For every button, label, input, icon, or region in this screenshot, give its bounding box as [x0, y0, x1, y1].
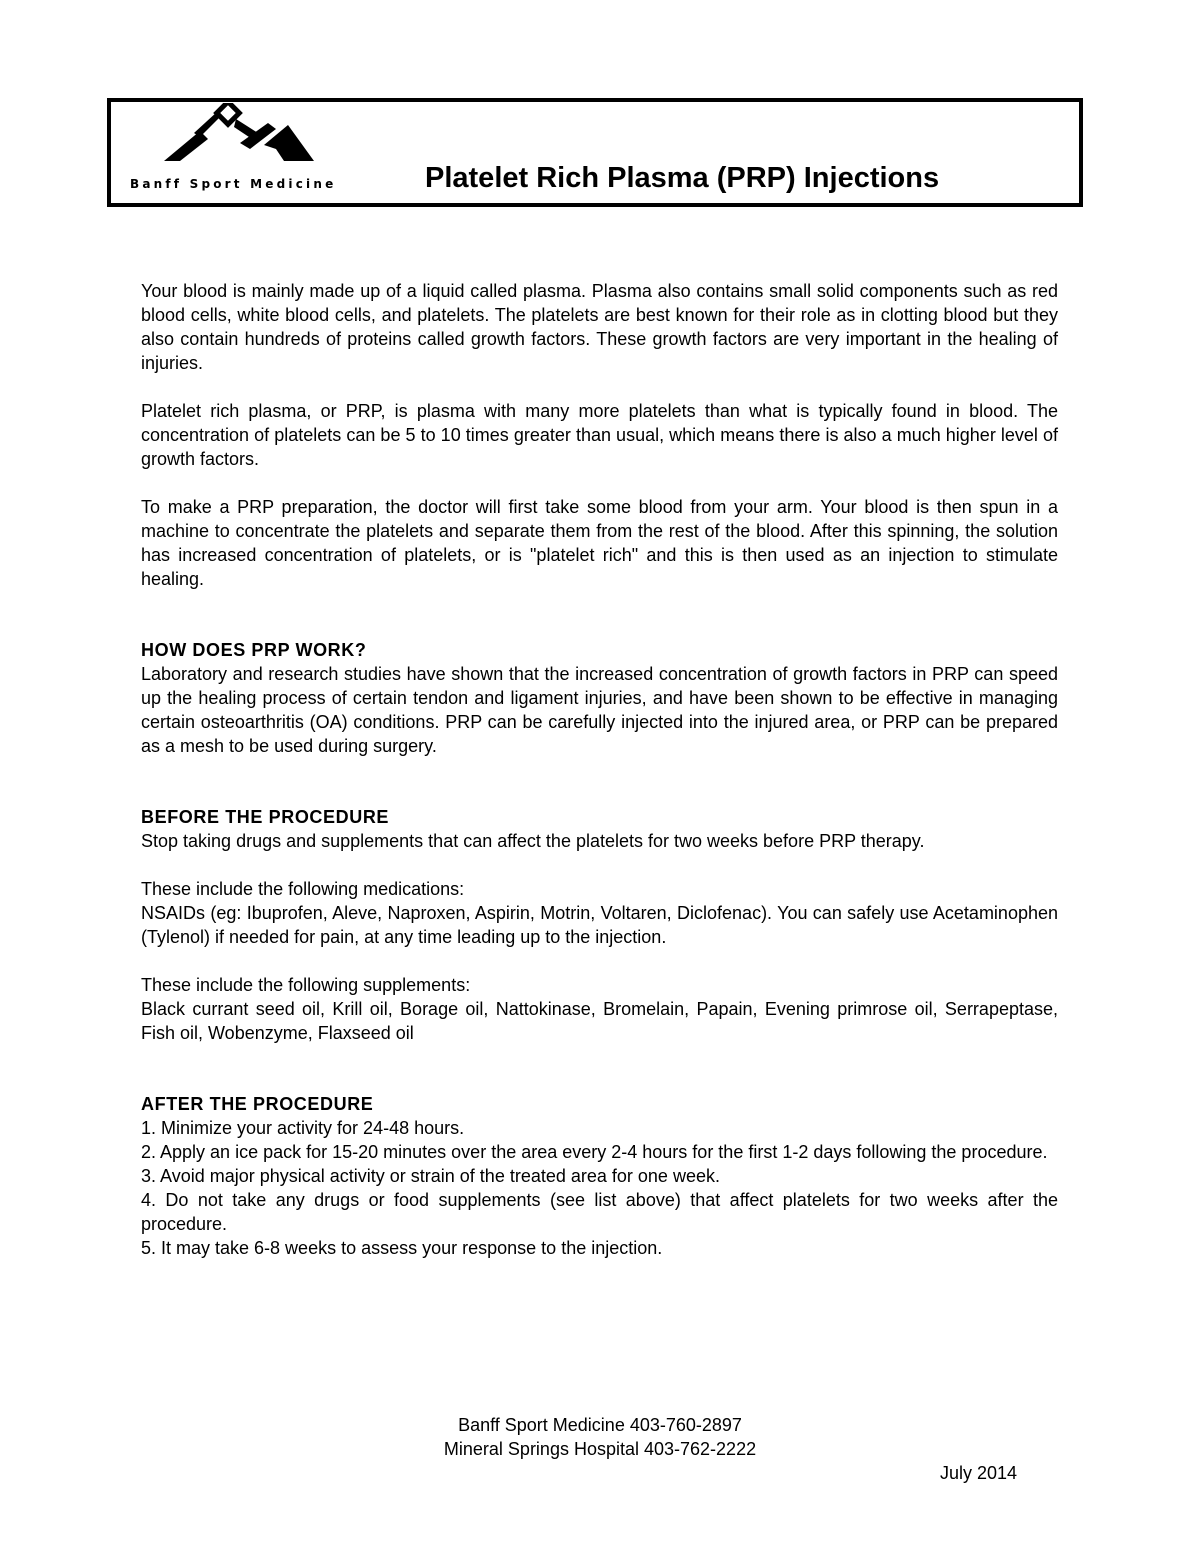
after-item-4: 4. Do not take any drugs or food supplements (see list above) that affect platelets for two weeks after the procedure.: [141, 1190, 1058, 1234]
intro-paragraph-1: Your blood is mainly made up of a liquid called plasma. Plasma also contains small solid components such as red blood cells, white blood cells, and platelets. The platelets are best known for their role as in clotting blood but they also contain hundreds of proteins called growth factors. These growth factors are very important in the healing of injuries.: [141, 281, 1058, 373]
after-item-5: 5. It may take 6-8 weeks to assess your response to the injection.: [141, 1238, 663, 1258]
before-heading: BEFORE THE PROCEDURE: [141, 807, 390, 827]
how-body: Laboratory and research studies have shown that the increased concentration of growth factors in PRP can speed up the healing process of certain tendon and ligament injuries, and have been shown to be effective in managing certain osteoarthritis (OA) conditions. PRP can be carefully injected into the injured area, or PRP can be prepared as a mesh to be used during surgery.: [141, 664, 1058, 756]
medications-list: NSAIDs (eg: Ibuprofen, Aleve, Naproxen, Aspirin, Motrin, Voltaren, Diclofenac). You can safely use Acetaminophen (Tylenol) if needed for pain, at any time leading up to the injection.: [141, 903, 1058, 947]
document-body: [141, 279, 1058, 1260]
after-item-3: 3. Avoid major physical activity or strain of the treated area for one week.: [141, 1166, 720, 1186]
intro-paragraph-2: Platelet rich plasma, or PRP, is plasma with many more platelets than what is typically found in blood. The concentration of platelets can be 5 to 10 times greater than usual, which means there is also a much higher level of growth factors.: [141, 401, 1058, 469]
intro-paragraph-3: To make a PRP preparation, the doctor will first take some blood from your arm. Your blood is then spun in a machine to concentrate the platelets and separate them from the rest of the blood. After this spinning, the solution has increased concentration of platelets, or is "platelet rich" and this is then used as an injection to stimulate healing.: [141, 497, 1058, 589]
medications-intro: These include the following medications:: [141, 879, 465, 899]
document-date: July 2014: [940, 1463, 1018, 1483]
document-title: Platelet Rich Plasma (PRP) Injections: [425, 162, 940, 194]
footer-line-1: Banff Sport Medicine 403-760-2897: [458, 1415, 742, 1435]
after-item-2: 2. Apply an ice pack for 15-20 minutes over the area every 2-4 hours for the first 1-2 days following the procedure.: [141, 1142, 1048, 1162]
logo-text: Banff Sport Medicine: [130, 177, 337, 191]
banff-sport-medicine-logo: [164, 103, 314, 165]
footer-contacts: [300, 1413, 900, 1461]
after-heading: AFTER THE PROCEDURE: [141, 1094, 374, 1114]
before-body: Stop taking drugs and supplements that can affect the platelets for two weeks before PRP therapy.: [141, 831, 925, 851]
supplements-list: Black currant seed oil, Krill oil, Borage oil, Nattokinase, Bromelain, Papain, Evening primrose oil, Serrapeptase, Fish oil, Wobenzyme, Flaxseed oil: [141, 999, 1058, 1043]
supplements-intro: These include the following supplements:: [141, 975, 471, 995]
how-heading: HOW DOES PRP WORK?: [141, 640, 367, 660]
after-item-1: 1. Minimize your activity for 24-48 hours.: [141, 1118, 465, 1138]
footer-line-2: Mineral Springs Hospital 403-762-2222: [443, 1439, 757, 1459]
